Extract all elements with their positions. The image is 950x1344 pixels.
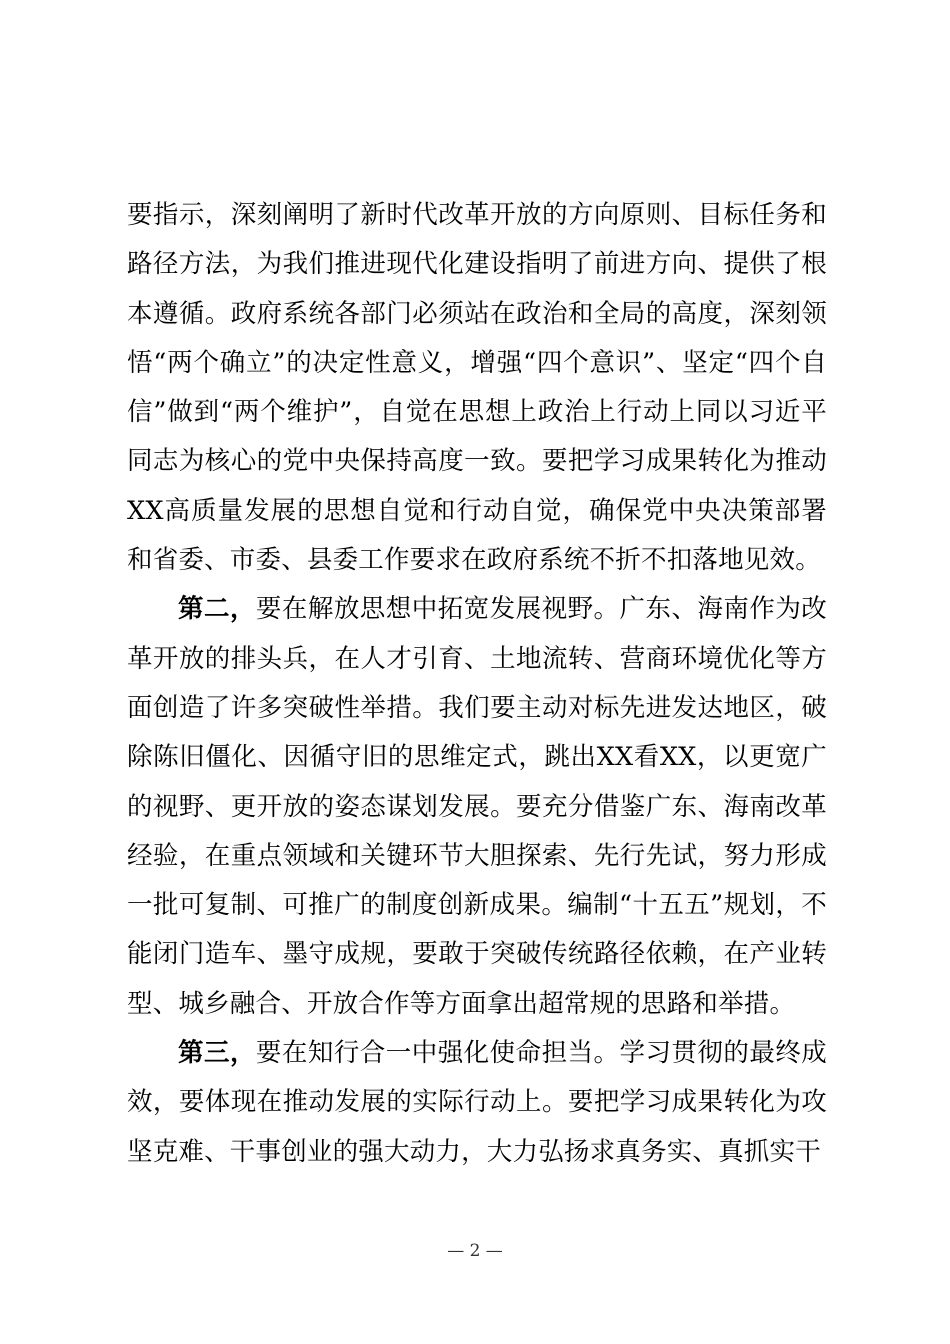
paragraph-text: 要在解放思想中拓宽发展视野。广东、海南作为改革开放的排头兵，在人才引育、土地流转、营商环境优化等方面创造了许多突破性举措。我们要主动对标先进发达地区，破除陈旧僵化、因循守旧的思维定式，跳出XX看XX，以更宽广的视野、更开放的姿态谋划发展。要充分借鉴广东、海南改革经验，在重点领域和关键环节大胆探索、先行先试，努力形成一批可复制、可推广的制度创新成果。编制“十五五”规划，不能闭门造车、墨守成规，要敢于突破传统路径依赖，在产业转型、城乡融合、开放合作等方面拿出超常规的思路和举措。	[127, 594, 827, 1019]
document-body	[127, 191, 827, 1177]
paragraph-text: 要在知行合一中强化使命担当。学习贯彻的最终成效，要体现在推动发展的实际行动上。要把学习成果转化为攻坚克难、干事创业的强大动力，大力弘扬求真务实、真抓实干	[127, 1038, 827, 1167]
paragraph-continuation	[127, 191, 827, 585]
paragraph-text: 要指示，深刻阐明了新时代改革开放的方向原则、目标任务和路径方法，为我们推进现代化建设指明了前进方向、提供了根本遵循。政府系统各部门必须站在政治和全局的高度，深刻领悟“两个确立”的决定性意义，增强“四个意识”、坚定“四个自信”做到“两个维护”，自觉在思想上政治上行动上同以习近平同志为核心的党中央保持高度一致。要把学习成果转化为推动XX高质量发展的思想自觉和行动自觉，确保党中央决策部署和省委、市委、县委工作要求在政府系统不折不扣落地见效。	[127, 200, 827, 576]
paragraph-lead: 第三，	[178, 1038, 256, 1069]
paragraph-second	[127, 585, 827, 1029]
paragraph-lead: 第二，	[178, 594, 256, 625]
paragraph-third	[127, 1029, 827, 1177]
page-number: — 2 —	[447, 1241, 503, 1261]
